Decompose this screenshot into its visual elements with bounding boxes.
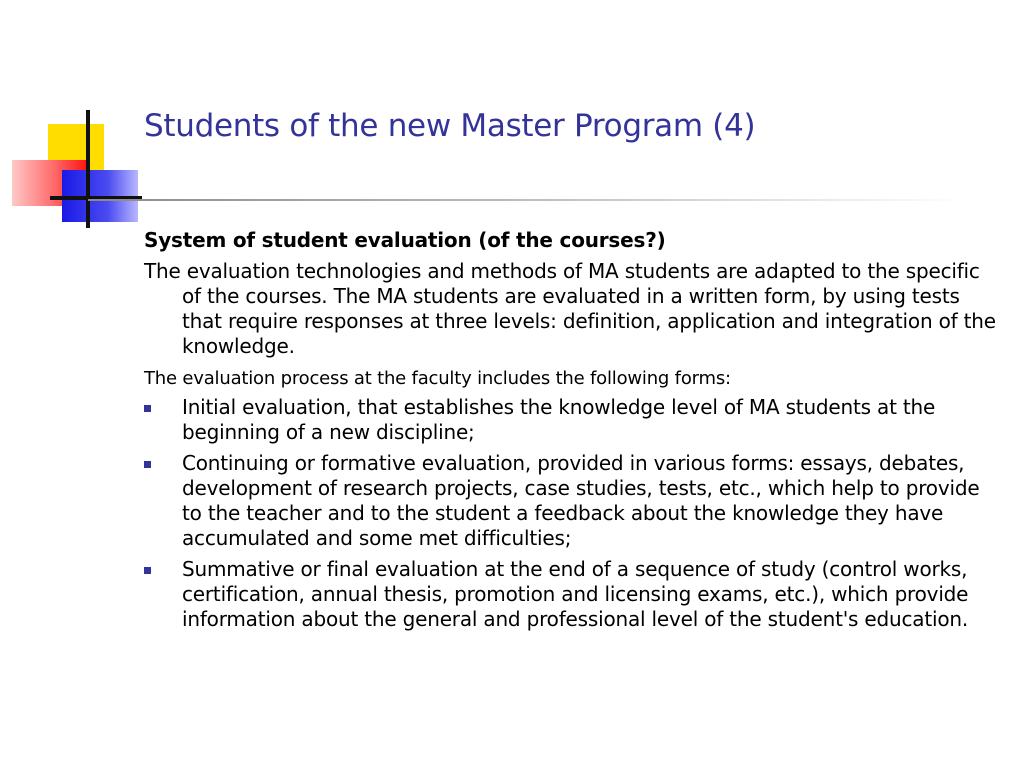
bullet-item-continuing bbox=[144, 451, 1004, 551]
slide-body bbox=[144, 228, 1004, 638]
square-bullet-icon bbox=[144, 405, 151, 412]
bullet-item-summative bbox=[144, 557, 1004, 632]
paragraph-evaluation-process: The evaluation process at the faculty includes the following forms: bbox=[144, 368, 731, 389]
section-heading: System of student evaluation (of the courses?) bbox=[144, 228, 666, 252]
bullet-list bbox=[144, 395, 1004, 632]
bullet-text: Initial evaluation, that establishes the knowledge level of MA students at the beginning of a new discipline; bbox=[182, 395, 936, 444]
bullet-item-initial bbox=[144, 395, 1004, 445]
vertical-line-shape bbox=[86, 110, 90, 228]
title-underline-rule bbox=[88, 199, 968, 201]
bullet-text: Continuing or formative evaluation, provided in various forms: essays, debates, development of research projects, case studies, tests, etc., which help to provide to the teacher and to the student a feedback about the knowledge they have accumulated and some met difficulties; bbox=[182, 451, 980, 550]
slide-title: Students of the new Master Program (4) bbox=[144, 108, 756, 144]
paragraph-evaluation-methods: The evaluation technologies and methods of MA students are adapted to the specific of the courses. The MA students are evaluated in a written form, by using tests that require responses at three levels: definition, application and integration of the knowledge. bbox=[144, 259, 996, 358]
bullet-text: Summative or final evaluation at the end of a sequence of study (control works, certification, annual thesis, promotion and licensing exams, etc.), which provide information about the general and professional level of the student's education. bbox=[182, 557, 969, 631]
square-bullet-icon bbox=[144, 461, 151, 468]
square-bullet-icon bbox=[144, 567, 151, 574]
